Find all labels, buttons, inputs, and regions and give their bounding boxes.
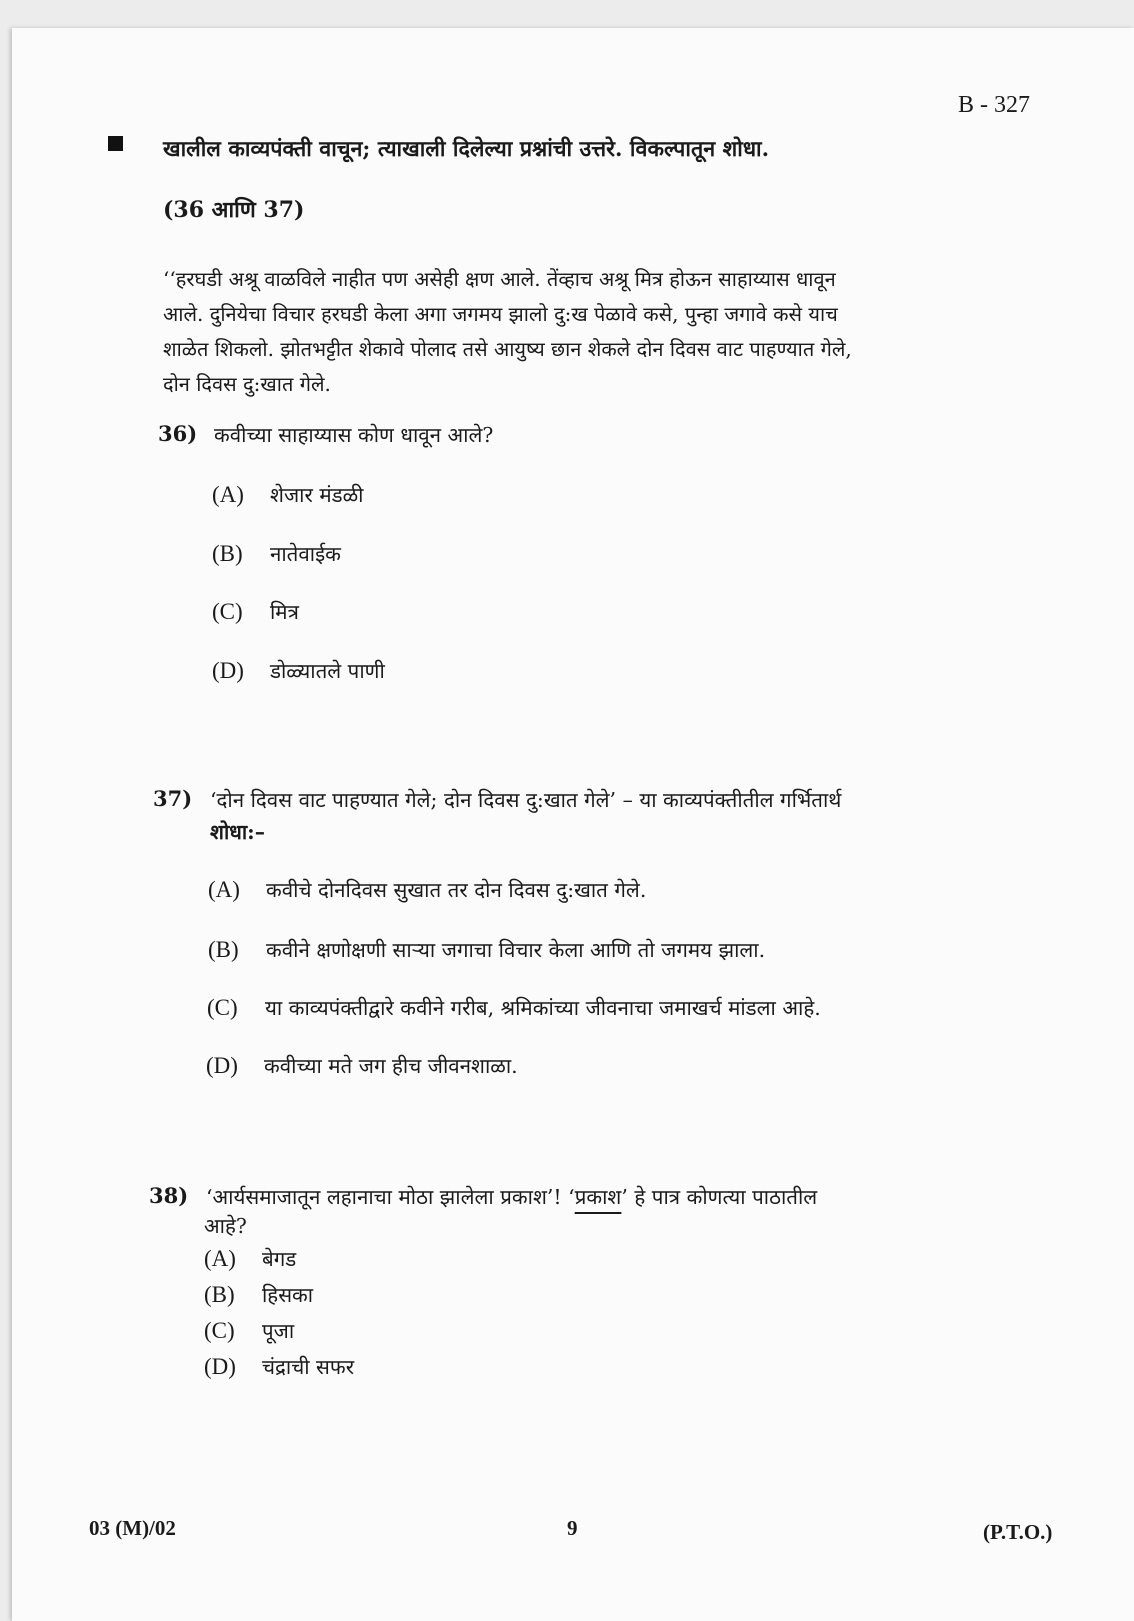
question-text-38-line2: आहे?	[204, 1214, 247, 1238]
option-letter: (A)	[212, 482, 244, 507]
option-36-d	[212, 657, 385, 685]
option-letter: (A)	[204, 1246, 236, 1271]
passage-line: आले. दुनियेचा विचार हरघडी केला अगा जगमय झालो दु:ख पेळावे कसे, पुन्हा जगावे कसे याच	[163, 302, 838, 326]
option-text: मित्र	[270, 600, 299, 624]
option-38-b	[204, 1281, 313, 1309]
option-letter: (C)	[204, 1318, 235, 1343]
option-37-a	[208, 876, 646, 904]
option-letter: (C)	[207, 995, 238, 1020]
pto-label: (P.T.O.)	[983, 1520, 1053, 1544]
question-range: (36 आणि 37)	[163, 197, 305, 223]
option-letter: (C)	[212, 599, 243, 624]
option-text: कवीचे दोनदिवस सुखात तर दोन दिवस दु:खात गेले.	[266, 878, 647, 902]
question-text-38-line1	[206, 1183, 817, 1211]
question-number-36: 36)	[158, 421, 198, 446]
passage-line: शाळेत शिकलो. झोतभट्टीत शेकावे पोलाद तसे आयुष्य छान शेकले दोन दिवस वाट पाहण्यात गेले,	[163, 337, 852, 361]
option-text: या काव्यपंक्तीद्वारे कवीने गरीब, श्रमिकांच्या जीवनाचा जमाखर्च मांडला आहे.	[265, 996, 821, 1020]
option-text: हिसका	[262, 1283, 314, 1307]
option-text: चंद्राची सफर	[262, 1355, 355, 1379]
square-bullet-icon	[108, 136, 123, 151]
option-letter: (B)	[204, 1282, 235, 1307]
option-36-a	[212, 481, 363, 509]
section-instruction: खालील काव्यपंक्ती वाचून; त्याखाली दिलेल्या प्रश्नांची उत्तरे. विकल्पातून शोधा.	[163, 137, 770, 162]
option-letter: (B)	[212, 541, 243, 566]
option-38-c	[204, 1317, 294, 1345]
option-36-c	[212, 598, 299, 626]
option-36-b	[212, 540, 341, 568]
page-number: 9	[567, 1516, 578, 1540]
option-37-c	[207, 994, 821, 1022]
option-letter: (D)	[212, 658, 244, 683]
footer-paper-code: 03 (M)/02	[89, 1516, 176, 1540]
paper-code: B - 327	[958, 92, 1030, 118]
option-37-b	[208, 936, 765, 964]
question-text-36: कवीच्या साहाय्यास कोण धावून आले?	[214, 423, 494, 447]
option-letter: (D)	[204, 1354, 236, 1379]
option-letter: (D)	[206, 1053, 238, 1078]
option-38-d	[204, 1353, 354, 1381]
option-text: पूजा	[262, 1319, 295, 1343]
question-text-37-line2: शोधा:–	[210, 820, 265, 844]
question-text-part: ‘आर्यसमाजातून लहानाचा मोठा झालेला प्रकाश’! ‘	[206, 1185, 575, 1209]
question-text-part: ’ हे पात्र कोणत्या पाठातील	[621, 1185, 818, 1209]
question-number-38: 38)	[149, 1183, 189, 1208]
option-letter: (A)	[208, 877, 240, 902]
option-text: बेगड	[262, 1247, 297, 1271]
option-text: शेजार मंडळी	[270, 483, 364, 507]
option-text: कवीने क्षणोक्षणी साऱ्या जगाचा विचार केला आणि तो जगमय झाला.	[266, 938, 766, 962]
question-text-37-line1: ‘दोन दिवस वाट पाहण्यात गेले; दोन दिवस दु:खात गेले’ – या काव्यपंक्तीतील गर्भितार्थ	[210, 788, 842, 812]
question-number-37: 37)	[153, 786, 193, 811]
poem-passage	[163, 262, 1028, 402]
option-38-a	[204, 1245, 296, 1273]
passage-line: दोन दिवस दु:खात गेले.	[163, 372, 331, 396]
option-text: नातेवाईक	[270, 542, 341, 566]
option-letter: (B)	[208, 937, 239, 962]
option-text: कवीच्या मते जग हीच जीवनशाळा.	[264, 1054, 518, 1078]
option-37-d	[206, 1052, 518, 1080]
passage-line: ‘‘हरघडी अश्रू वाळविले नाहीत पण असेही क्षण आले. तेंव्हाच अश्रू मित्र होऊन साहाय्यास धावून	[163, 267, 836, 291]
option-text: डोळ्यातले पाणी	[270, 659, 385, 683]
underlined-word: प्रकाश	[574, 1185, 622, 1209]
